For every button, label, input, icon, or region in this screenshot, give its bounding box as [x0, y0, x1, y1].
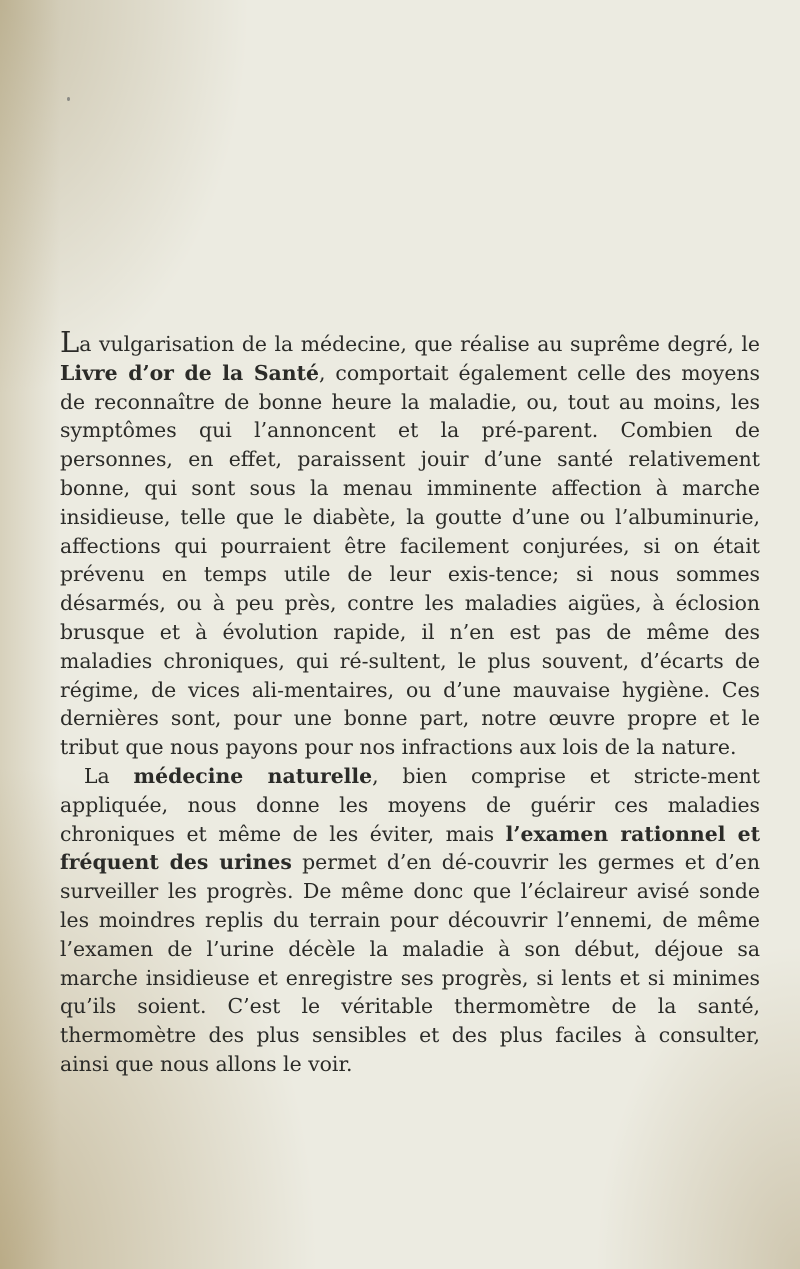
drop-capital: L — [60, 325, 80, 359]
paragraph-1-text-a: a vulgarisation de la médecine, que réalise au suprême degré, le — [79, 332, 760, 356]
natural-medicine-bold: médecine naturelle — [133, 763, 373, 788]
body-text — [60, 325, 760, 1079]
urine-exam-bold: l’examen rationnel et fréquent des urines — [60, 821, 760, 875]
paragraph-2-text-c: permet d’en dé-couvrir les germes et d’en surveiller les progrès. De même donc que l’éclaireur avisé sonde les moindres replis du terrain pour découvrir l’ennemi, de même l’examen de l’urine décèle la maladie à son début, déjoue sa marche insidieuse et enregistre ses progrès, si lents et si minimes qu’ils soient. C’est le véritable thermomètre de la santé, thermomètre des plus sensibles et des plus faciles à consulter, ainsi que nous allons le voir. — [60, 850, 760, 1076]
paragraph-2 — [60, 762, 760, 1079]
page-blemish — [67, 97, 70, 101]
paragraph-2-text-b: , bien comprise et stricte-ment appliquée, nous donne les moyens de guérir ces maladies chroniques et même de les éviter, mais — [60, 763, 760, 846]
paragraph-1-text-b: , comportait également celle des moyens de reconnaître de bonne heure la maladie, ou, tout au moins, les symptômes qui l’annoncent et la pré-parent. Combien de personnes, en effet, paraissent jouir d’une santé relativement bonne, qui sont sous la menau imminente affection à marche insidieuse, telle que le diabète, la goutte d’une ou l’albuminurie, affections qui pourraient être facilement conjurées, si on était prévenu en temps utile de leur exis-tence; si nous sommes désarmés, ou à peu près, contre les maladies aigües, à éclosion brusque et à évolution rapide, il n’en est pas de même des maladies chroniques, qui ré-sultent, le plus souvent, d’écarts de régime, de vices ali-mentaires, ou d’une mauvaise hygiène. Ces dernières sont, pour une bonne part, notre œuvre propre et le tribut que nous payons pour nos infractions aux lois de la nature. — [60, 360, 760, 760]
book-title-bold: Livre d’or de la Santé — [60, 360, 319, 385]
paragraph-2-text-a: La — [84, 763, 134, 788]
paragraph-1 — [60, 325, 760, 762]
